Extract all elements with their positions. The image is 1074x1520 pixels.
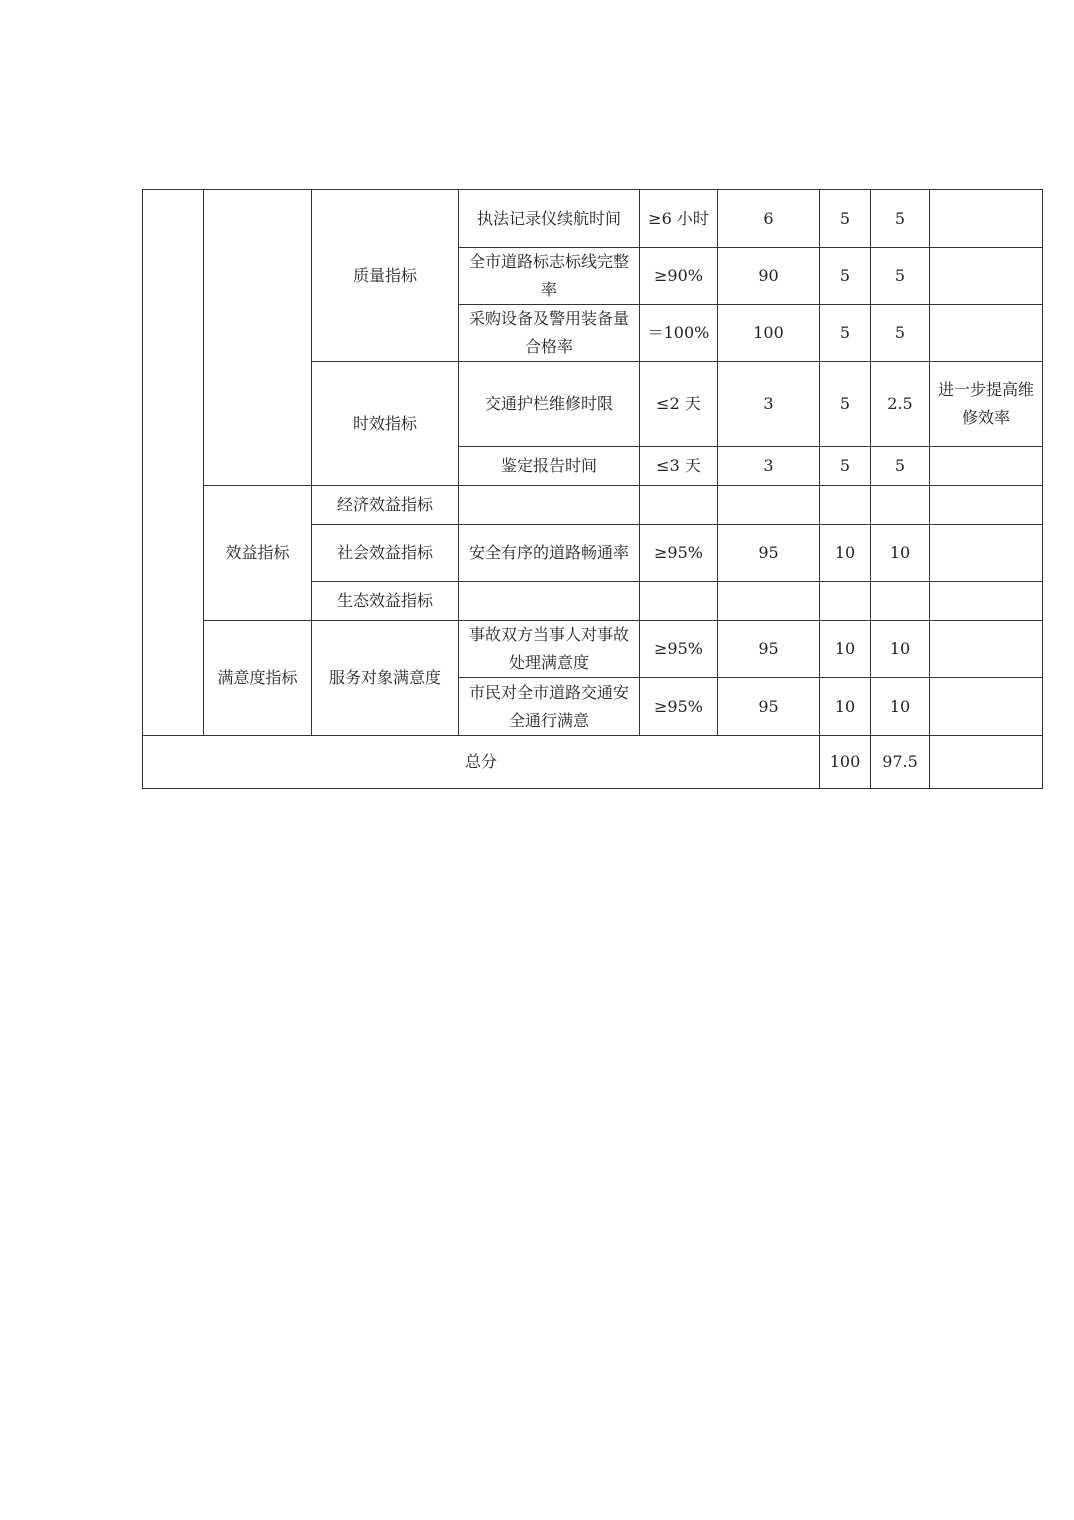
indicator-weight: 5: [820, 362, 871, 447]
indicator-name: 全市道路标志标线完整率: [459, 248, 640, 305]
indicator-note: [930, 248, 1043, 305]
indicator-note: [930, 678, 1043, 736]
indicator-weight: 5: [820, 248, 871, 305]
economic-benefit-label: 经济效益指标: [312, 486, 459, 525]
indicator-target: ≤2 天: [640, 362, 718, 447]
first-level-indicator-cell: [143, 190, 204, 736]
indicator-actual: 90: [718, 248, 820, 305]
performance-table: [142, 189, 1043, 789]
indicator-note: [930, 190, 1043, 248]
indicator-actual: 6: [718, 190, 820, 248]
total-weight: 100: [820, 736, 871, 789]
indicator-target: ≥6 小时: [640, 190, 718, 248]
indicator-weight: 10: [820, 678, 871, 736]
indicator-score: 5: [871, 190, 930, 248]
indicator-name: 执法记录仪续航时间: [459, 190, 640, 248]
indicator-score: 10: [871, 678, 930, 736]
table-row: [143, 621, 1043, 678]
service-satisfaction-label: 服务对象满意度: [312, 621, 459, 736]
indicator-note: [930, 305, 1043, 362]
indicator-name: [459, 486, 640, 525]
indicator-name: [459, 582, 640, 621]
timeliness-indicator-label: 时效指标: [312, 362, 459, 486]
indicator-actual: 95: [718, 621, 820, 678]
indicator-actual: 3: [718, 362, 820, 447]
indicator-actual: [718, 486, 820, 525]
indicator-target: [640, 486, 718, 525]
indicator-note: [930, 621, 1043, 678]
indicator-actual: [718, 582, 820, 621]
satisfaction-indicator-label: 满意度指标: [204, 621, 312, 736]
indicator-note: [930, 447, 1043, 486]
indicator-score: [871, 582, 930, 621]
indicator-name: 采购设备及警用装备量合格率: [459, 305, 640, 362]
indicator-score: [871, 486, 930, 525]
indicator-weight: 10: [820, 525, 871, 582]
indicator-score: 5: [871, 447, 930, 486]
indicator-actual: 95: [718, 525, 820, 582]
indicator-score: 2.5: [871, 362, 930, 447]
indicator-weight: 10: [820, 621, 871, 678]
indicator-name: 鉴定报告时间: [459, 447, 640, 486]
table-row: [143, 486, 1043, 525]
indicator-weight: [820, 486, 871, 525]
indicator-name: 市民对全市道路交通安全通行满意: [459, 678, 640, 736]
indicator-weight: 5: [820, 190, 871, 248]
indicator-name: 事故双方当事人对事故处理满意度: [459, 621, 640, 678]
indicator-score: 10: [871, 525, 930, 582]
output-indicator-cell: [204, 190, 312, 486]
indicator-target: ＝100%: [640, 305, 718, 362]
indicator-actual: 95: [718, 678, 820, 736]
indicator-note: [930, 525, 1043, 582]
total-score: 97.5: [871, 736, 930, 789]
indicator-score: 5: [871, 248, 930, 305]
indicator-target: ≥95%: [640, 621, 718, 678]
indicator-note: [930, 486, 1043, 525]
benefit-indicator-label: 效益指标: [204, 486, 312, 621]
indicator-name: 交通护栏维修时限: [459, 362, 640, 447]
table-row: [143, 190, 1043, 248]
indicator-weight: 5: [820, 447, 871, 486]
indicator-target: ≤3 天: [640, 447, 718, 486]
indicator-score: 10: [871, 621, 930, 678]
indicator-note: 进一步提高维修效率: [930, 362, 1043, 447]
indicator-target: ≥95%: [640, 525, 718, 582]
indicator-score: 5: [871, 305, 930, 362]
total-note: [930, 736, 1043, 789]
indicator-name: 安全有序的道路畅通率: [459, 525, 640, 582]
total-row: [143, 736, 1043, 789]
indicator-note: [930, 582, 1043, 621]
indicator-target: ≥95%: [640, 678, 718, 736]
indicator-target: [640, 582, 718, 621]
total-label: 总分: [143, 736, 820, 789]
quality-indicator-label: 质量指标: [312, 190, 459, 362]
ecological-benefit-label: 生态效益指标: [312, 582, 459, 621]
indicator-target: ≥90%: [640, 248, 718, 305]
social-benefit-label: 社会效益指标: [312, 525, 459, 582]
indicator-weight: 5: [820, 305, 871, 362]
indicator-weight: [820, 582, 871, 621]
indicator-actual: 100: [718, 305, 820, 362]
indicator-actual: 3: [718, 447, 820, 486]
